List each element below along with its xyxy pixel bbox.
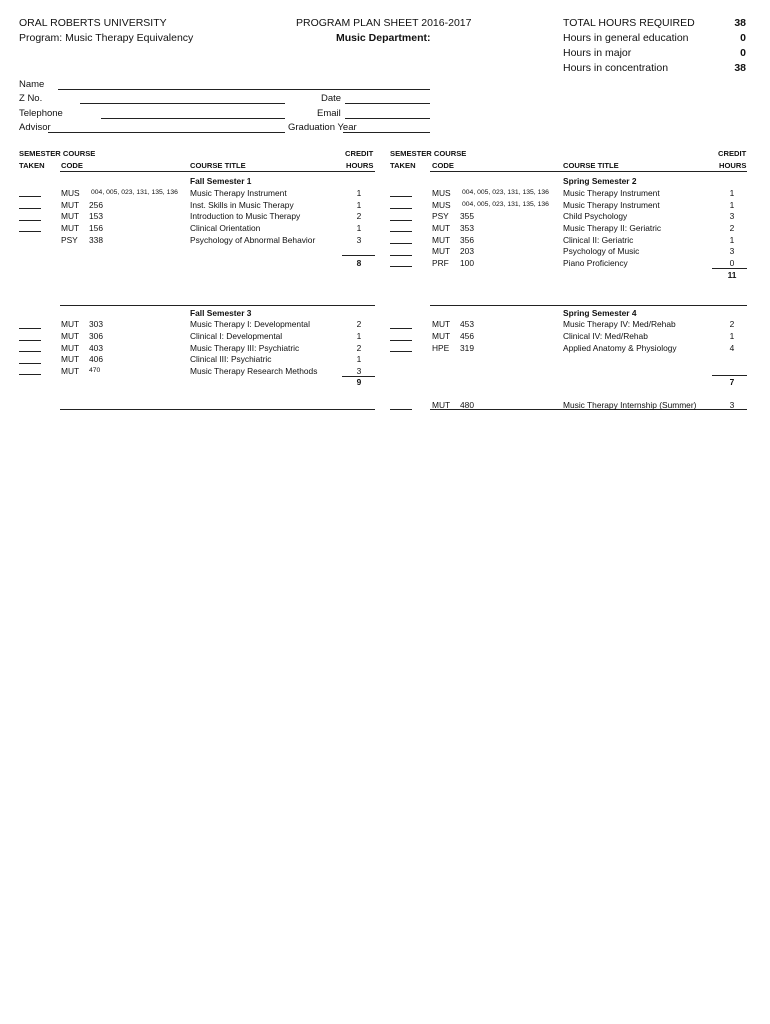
course-dept: MUT [61,343,80,353]
course-dept: MUT [61,211,80,221]
col-title-right: COURSE TITLE [563,161,619,170]
course-dept: MUT [61,223,80,233]
concentration-hours-label: Hours in concentration [563,62,669,74]
major-hours-label: Hours in major [563,47,632,59]
gen-ed-hours-value: 0 [740,32,746,44]
taken-checkbox[interactable] [390,266,412,267]
taken-checkbox[interactable] [19,196,41,197]
advisor-field[interactable] [48,132,285,133]
course-hours: 1 [729,235,735,245]
course-dept: MUT [432,223,451,233]
course-title: Applied Anatomy & Physiology [563,343,677,353]
col-credit-right: CREDIT [718,149,747,158]
course-hours: 1 [729,331,735,341]
course-title: Music Therapy III: Psychiatric [190,343,300,353]
course-hours: 3 [729,400,735,410]
taken-checkbox[interactable] [19,351,41,352]
program-name: Program: Music Therapy Equivalency [19,32,194,44]
course-hours: 1 [356,188,362,198]
taken-checkbox[interactable] [390,196,412,197]
total-rule [712,268,747,269]
concentration-hours-value: 38 [734,62,746,74]
course-dept: MUT [432,331,451,341]
total-rule [342,255,375,256]
course-dept: MUS [61,188,80,198]
course-dept: MUT [61,319,80,329]
semester-title: Fall Semester 1 [190,176,252,186]
course-hours: 3 [729,246,735,256]
course-number: 319 [460,343,474,353]
course-dept: MUT [432,246,451,256]
course-title: Clinical III: Psychiatric [190,354,272,364]
semester-total-hours: 7 [729,377,735,387]
course-number: 303 [89,319,103,329]
taken-checkbox[interactable] [390,220,412,221]
course-dept: PSY [61,235,78,245]
zno-label: Z No. [19,93,43,104]
course-number: 470 [89,367,101,374]
course-hours: 2 [356,343,362,353]
total-rule [712,375,747,376]
course-title: Music Therapy Instrument [563,188,660,198]
taken-checkbox[interactable] [390,328,412,329]
semester-total-hours: 8 [356,258,362,268]
course-dept: MUT [432,400,451,410]
course-number: 306 [89,331,103,341]
course-dept: MUS [432,200,451,210]
date-label: Date [321,93,342,104]
divider-left [60,305,375,306]
name-field[interactable] [58,89,430,90]
course-title: Clinical II: Geriatric [563,235,634,245]
taken-checkbox[interactable] [19,340,41,341]
course-hours: 1 [356,223,362,233]
semester-total-hours: 11 [727,270,737,280]
course-number: 256 [89,200,103,210]
course-title: Child Psychology [563,211,628,221]
divider-left [60,409,375,410]
course-number: 153 [89,211,103,221]
taken-checkbox[interactable] [390,409,412,410]
col-semester-course-left: SEMESTER COURSE [19,149,96,158]
taken-checkbox[interactable] [390,351,412,352]
taken-checkbox[interactable] [390,208,412,209]
course-number: 406 [89,354,103,364]
taken-checkbox[interactable] [19,231,41,232]
course-dept: MUT [61,354,80,364]
course-title: Clinical Orientation [190,223,261,233]
total-hours-label: TOTAL HOURS REQUIRED [563,17,695,29]
course-title: Music Therapy Internship (Summer) [563,400,697,410]
course-number: 356 [460,235,474,245]
taken-checkbox[interactable] [19,220,41,221]
course-title: Clinical I: Developmental [190,331,283,341]
semester-title: Fall Semester 3 [190,308,252,318]
major-hours-value: 0 [740,47,746,59]
col-code-right: CODE [432,161,454,170]
course-number: 453 [460,319,474,329]
divider-left [60,171,375,172]
course-title: Psychology of Abnormal Behavior [190,235,316,245]
col-taken-left: TAKEN [19,161,45,170]
department-name: Music Department: [336,32,431,44]
course-number: 004, 005, 023, 131, 135, 136 [91,189,178,196]
taken-checkbox[interactable] [19,363,41,364]
university-name: ORAL ROBERTS UNIVERSITY [19,17,167,29]
course-hours: 1 [729,188,735,198]
telephone-label: Telephone [19,108,63,119]
course-dept: MUT [61,366,80,376]
course-title: Music Therapy Instrument [190,188,287,198]
course-number: 004, 005, 023, 131, 135, 136 [462,189,549,196]
course-title: Clinical IV: Med/Rehab [563,331,648,341]
course-dept: PRF [432,258,449,268]
taken-checkbox[interactable] [19,328,41,329]
course-dept: MUT [432,319,451,329]
taken-checkbox[interactable] [390,340,412,341]
graduation-year-field[interactable] [343,132,430,133]
advisor-label: Advisor [19,122,51,133]
date-field[interactable] [345,103,430,104]
course-hours: 3 [356,366,362,376]
zno-field[interactable] [80,103,285,104]
divider-right [430,305,747,306]
col-hours-left: HOURS [346,161,374,170]
col-credit-left: CREDIT [345,149,374,158]
course-hours: 2 [356,211,362,221]
course-dept: HPE [432,343,450,353]
semester-title: Spring Semester 4 [563,308,637,318]
name-label: Name [19,79,45,90]
course-hours: 3 [729,211,735,221]
course-title: Inst. Skills in Music Therapy [190,200,294,210]
course-title: Music Therapy Research Methods [190,366,318,376]
course-hours: 1 [356,331,362,341]
semester-total-hours: 9 [356,377,362,387]
col-title-left: COURSE TITLE [190,161,246,170]
course-hours: 3 [356,235,362,245]
taken-checkbox[interactable] [390,255,412,256]
course-title: Music Therapy I: Developmental [190,319,310,329]
course-hours: 1 [356,200,362,210]
total-hours-value: 38 [734,17,746,29]
course-title: Psychology of Music [563,246,640,256]
course-number: 338 [89,235,103,245]
semester-title: Spring Semester 2 [563,176,637,186]
course-title: Music Therapy Instrument [563,200,660,210]
col-taken-right: TAKEN [390,161,416,170]
email-field[interactable] [345,118,430,119]
course-dept: MUS [432,188,451,198]
course-dept: PSY [432,211,449,221]
course-number: 456 [460,331,474,341]
course-number: 355 [460,211,474,221]
course-hours: 2 [356,319,362,329]
sheet-title: PROGRAM PLAN SHEET 2016-2017 [296,17,472,29]
course-title: Introduction to Music Therapy [190,211,301,221]
email-label: Email [317,108,341,119]
course-number: 353 [460,223,474,233]
course-hours: 1 [729,200,735,210]
course-number: 203 [460,246,474,256]
taken-checkbox[interactable] [19,374,41,375]
course-number: 100 [460,258,474,268]
taken-checkbox[interactable] [390,243,412,244]
gen-ed-hours-label: Hours in general education [563,32,689,44]
telephone-field[interactable] [101,118,285,119]
course-number: 156 [89,223,103,233]
course-dept: MUT [61,200,80,210]
course-title: Piano Proficiency [563,258,628,268]
course-hours: 1 [356,354,362,364]
course-hours: 2 [729,223,735,233]
col-hours-right: HOURS [719,161,747,170]
course-number: 403 [89,343,103,353]
course-dept: MUT [61,331,80,341]
col-code-left: CODE [61,161,83,170]
graduation-year-label: Graduation Year [288,122,357,133]
course-hours: 2 [729,319,735,329]
col-semester-course-right: SEMESTER COURSE [390,149,467,158]
course-number: 480 [460,400,474,410]
course-number: 004, 005, 023, 131, 135, 136 [462,201,549,208]
course-title: Music Therapy II: Geriatric [563,223,662,233]
course-hours: 0 [729,258,735,268]
divider-right [430,171,747,172]
course-hours: 4 [729,343,735,353]
taken-checkbox[interactable] [19,208,41,209]
course-dept: MUT [432,235,451,245]
taken-checkbox[interactable] [390,231,412,232]
course-title: Music Therapy IV: Med/Rehab [563,319,676,329]
